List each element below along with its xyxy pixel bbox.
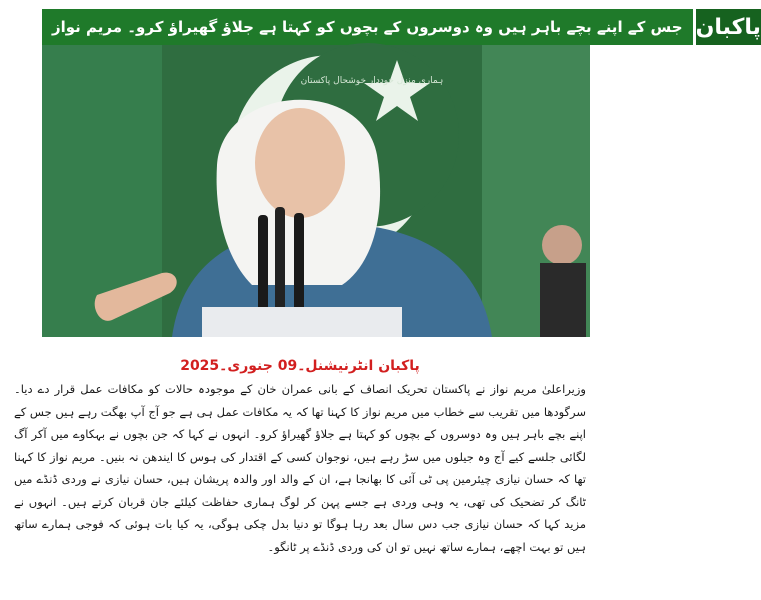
headline: جس کے اپنے بچے باہر ہیں وہ دوسروں کے بچوں کو کہتا ہے جلاؤ گھیراؤ کرو۔ مریم نواز bbox=[42, 9, 693, 45]
microphone-icon bbox=[258, 215, 268, 315]
microphone-icon bbox=[275, 207, 285, 315]
speaker-photo-illustration bbox=[42, 45, 590, 337]
dateline: پاکبان انٹرنیشنل۔09 جنوری۔2025 bbox=[180, 358, 420, 374]
podium bbox=[202, 307, 402, 337]
news-photo bbox=[42, 45, 590, 337]
microphone-icon bbox=[294, 213, 304, 315]
article-body: وزیراعلیٰ مریم نواز نے پاکستان تحریک انصاف کے بانی عمران خان کے موجودہ حالات کو مکافات عمل قرار دے دیا۔ سرگودھا میں تقریب سے خطاب میں مریم نواز کا کہنا تھا کہ یہ مکافات عمل ہی ہے جو آج آپ بھگت رہے ہیں جس کے اپنے بچے باہر ہیں وہ دوسروں کے بچوں کو کہتا ہے جلاؤ گھیراؤ کرو۔ انہوں نے کہا کہ جن بچوں نے بہکاوے میں آکر آگ لگائی جلسے کیے آج وہ جیلوں میں سڑ رہے ہیں، نوجوان کسی کے اقتدار کی ہوس کا ایندھن نہ بنیں۔ مریم نواز کا کہنا تھا کہ حسان نیازی چیئرمین پی ٹی آئی کا بھانجا ہے، ان کے والد اور والدہ پریشان ہیں، حسان نیازی نے وردی ڈنڈے میں ٹانگ کر تضحیک کی تھی، یہ وہی وردی ہے جسے پہن کر لوگ ہماری حفاظت کیلئے جان قربان کرتے ہیں۔ انہوں نے مزید کہا کہ حسان نیازی جب دس سال بعد رہا ہوگا تو دنیا بدل چکی ہوگی، یہ کیا بات ہوئی کہ فوجی ہمارے ساتھ ہیں تو بہت اچھے، ہمارے ساتھ نہیں تو ان کی وردی ڈنڈے پر ٹانگو۔ bbox=[14, 382, 586, 554]
brand-logo: پاکبان bbox=[693, 9, 761, 45]
audience-person bbox=[542, 225, 582, 265]
header-banner bbox=[42, 9, 761, 45]
backdrop-slogan: ہماری منزل خوددار خوشحال پاکستان bbox=[300, 76, 444, 86]
speaker-face bbox=[255, 108, 345, 218]
